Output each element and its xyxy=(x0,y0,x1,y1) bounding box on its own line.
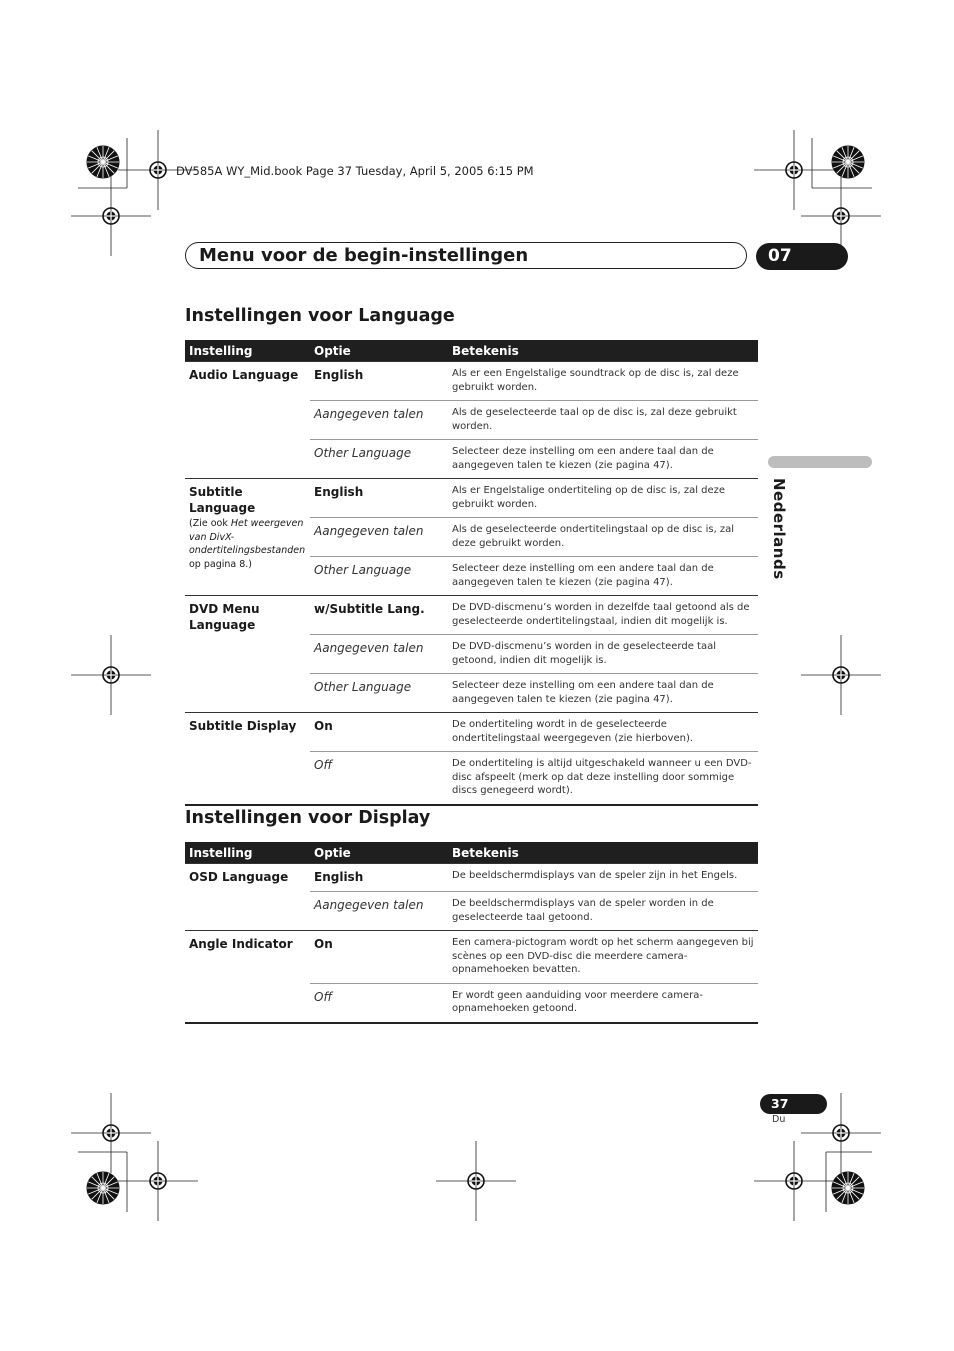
display-settings-table xyxy=(185,842,758,1022)
meaning-cell: De beeldschermdisplays van de speler zijn in het Engels. xyxy=(448,864,758,892)
setting-cell xyxy=(185,596,310,713)
setting-cell xyxy=(185,931,310,1022)
language-settings-table xyxy=(185,340,758,804)
setting-name: Subtitle Language xyxy=(189,485,256,515)
option-cell: Other Language xyxy=(310,557,448,596)
setting-cell xyxy=(185,362,310,479)
section-title-language: Instellingen voor Language xyxy=(185,306,455,326)
column-header: Betekenis xyxy=(448,340,758,362)
meaning-cell: De beeldschermdisplays van de speler worden in de geselecteerde taal getoond. xyxy=(448,892,758,931)
setting-cell xyxy=(185,713,310,804)
table-end-rule xyxy=(185,1022,758,1024)
option-cell: On xyxy=(310,931,448,984)
chapter-title: Menu voor de begin-instellingen xyxy=(199,245,529,266)
option-cell: Off xyxy=(310,983,448,1022)
setting-name: OSD Language xyxy=(189,870,289,884)
table-row xyxy=(185,864,758,892)
table-header-row xyxy=(185,340,758,362)
setting-name: DVD Menu Language xyxy=(189,602,260,632)
page-number: 37 xyxy=(760,1094,827,1114)
meaning-cell: Selecteer deze instelling om een andere taal dan de aangegeven talen te kiezen (zie pagina 47). xyxy=(448,674,758,713)
meaning-cell: De ondertiteling wordt in de geselecteerde ondertitelingstaal weergegeven (zie hierboven). xyxy=(448,713,758,752)
option-cell: Aangegeven talen xyxy=(310,518,448,557)
setting-cell xyxy=(185,864,310,931)
note-part: (Zie ook xyxy=(189,518,231,529)
column-header: Optie xyxy=(310,842,448,864)
note-part: op pagina 8.) xyxy=(189,558,253,570)
column-header: Instelling xyxy=(185,340,310,362)
meaning-cell: Als er een Engelstalige soundtrack op de disc is, zal deze gebruikt worden. xyxy=(448,362,758,401)
option-cell: Off xyxy=(310,752,448,804)
table-end-rule xyxy=(185,804,758,806)
table-row xyxy=(185,931,758,984)
meaning-cell: Selecteer deze instelling om een andere taal dan de aangegeven talen te kiezen (zie pagina 47). xyxy=(448,557,758,596)
meaning-cell: Als de geselecteerde ondertitelingstaal op de disc is, zal deze gebruikt worden. xyxy=(448,518,758,557)
note-part: Het weergeven van DivX-ondertitelingsbestanden xyxy=(189,518,306,556)
option-cell: w/Subtitle Lang. xyxy=(310,596,448,635)
chapter-number: 07 xyxy=(756,243,848,270)
meaning-cell: Selecteer deze instelling om een andere taal dan de aangegeven talen te kiezen (zie pagina 47). xyxy=(448,440,758,479)
meaning-cell: De DVD-discmenu’s worden in dezelfde taal getoond als de geselecteerde ondertitelingstaal, indien dit mogelijk is. xyxy=(448,596,758,635)
setting-name: Subtitle Display xyxy=(189,719,297,733)
option-cell: Aangegeven talen xyxy=(310,401,448,440)
option-cell: Aangegeven talen xyxy=(310,892,448,931)
language-label: Nederlands xyxy=(770,478,788,580)
meaning-cell: Er wordt geen aanduiding voor meerdere camera-opnamehoeken getoond. xyxy=(448,983,758,1022)
setting-cell xyxy=(185,479,310,596)
option-cell: Other Language xyxy=(310,674,448,713)
option-cell: English xyxy=(310,864,448,892)
meaning-cell: De ondertiteling is altijd uitgeschakeld wanneer u een DVD-disc afspeelt (merk op dat deze instelling door sommige discs genegeerd wordt). xyxy=(448,752,758,804)
option-cell: English xyxy=(310,362,448,401)
setting-name: Audio Language xyxy=(189,368,299,382)
column-header: Betekenis xyxy=(448,842,758,864)
table-row xyxy=(185,362,758,401)
column-header: Instelling xyxy=(185,842,310,864)
option-cell: Other Language xyxy=(310,440,448,479)
table-row xyxy=(185,479,758,518)
meaning-cell: Als er Engelstalige ondertiteling op de disc is, zal deze gebruikt worden. xyxy=(448,479,758,518)
section-title-display: Instellingen voor Display xyxy=(185,808,431,828)
setting-note xyxy=(189,517,306,571)
column-header: Optie xyxy=(310,340,448,362)
option-cell: English xyxy=(310,479,448,518)
option-cell: On xyxy=(310,713,448,752)
book-info: DV585A WY_Mid.book Page 37 Tuesday, April 5, 2005 6:15 PM xyxy=(176,164,534,178)
table-header-row xyxy=(185,842,758,864)
language-code: Du xyxy=(772,1114,786,1125)
table-row xyxy=(185,713,758,752)
language-tab xyxy=(768,456,872,468)
meaning-cell: Een camera-pictogram wordt op het scherm aangegeven bij scènes op een DVD-disc die meerdere camera-opnamehoeken bevatten. xyxy=(448,931,758,984)
meaning-cell: Als de geselecteerde taal op de disc is, zal deze gebruikt worden. xyxy=(448,401,758,440)
setting-name: Angle Indicator xyxy=(189,937,293,951)
table-row xyxy=(185,596,758,635)
meaning-cell: De DVD-discmenu’s worden in de geselecteerde taal getoond, indien dit mogelijk is. xyxy=(448,635,758,674)
option-cell: Aangegeven talen xyxy=(310,635,448,674)
